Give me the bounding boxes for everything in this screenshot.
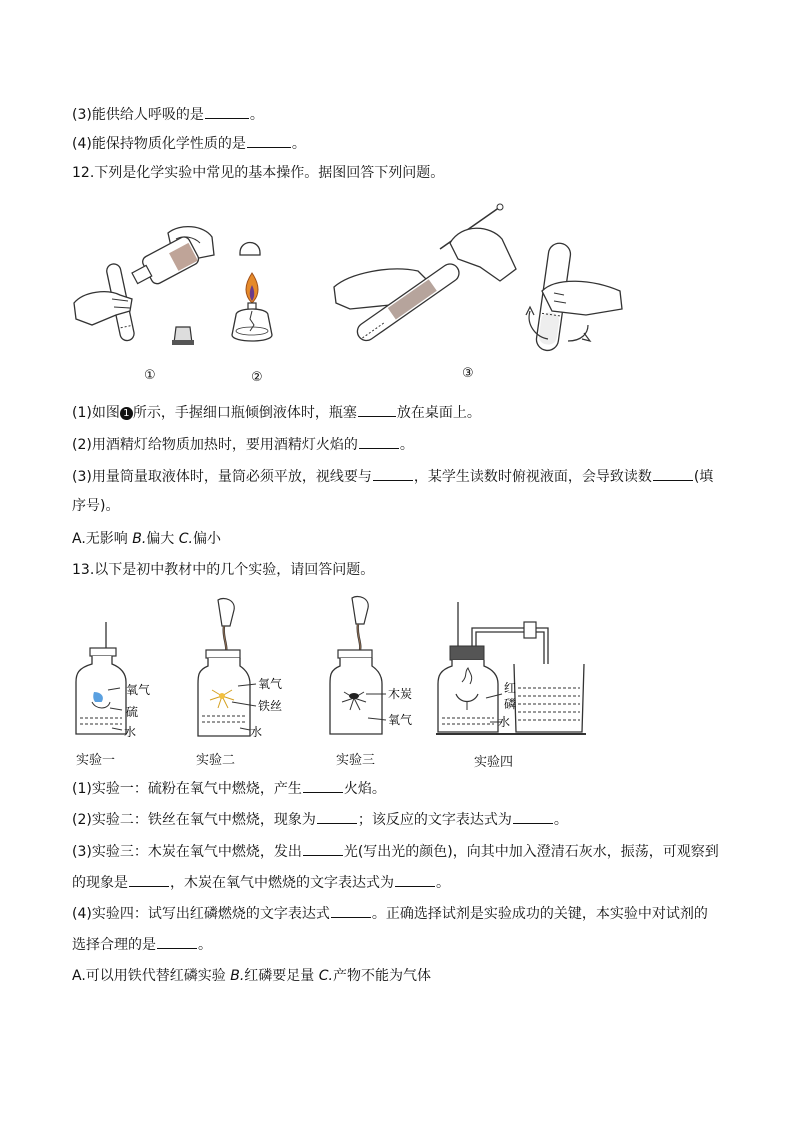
exp4-callout-water: 水	[498, 715, 511, 729]
pouring-liquid-figure	[72, 215, 222, 350]
fig-label-3: ③	[462, 366, 474, 381]
q12-title: 12.下列是化学实验中常见的基本操作。据图回答下列问题。	[72, 165, 445, 181]
experiment-1-figure	[72, 620, 162, 742]
answer-blank[interactable]	[129, 872, 169, 887]
answer-blank[interactable]	[303, 778, 343, 793]
exp2-callout-water: 水	[250, 725, 263, 739]
q13-part2: (2)实验二：铁丝在氧气中燃烧，现象为 ；该反应的文字表达式为 。	[72, 809, 568, 830]
q13-part3: (3)实验三：木炭在氧气中燃烧，发出 光(写出光的颜色)，向其中加入澄清石灰水，振荡，可观察到	[72, 841, 719, 862]
experiment-3-figure	[326, 594, 426, 742]
exp3-callout-oxygen: 氧气	[388, 713, 413, 727]
answer-blank[interactable]	[373, 466, 413, 481]
answer-blank[interactable]	[395, 872, 435, 887]
q12-options: A.无影响 B.偏大 C.偏小	[72, 531, 221, 547]
exp4-callout-phosphorus: 磷	[504, 697, 517, 711]
experiment-2-figure	[196, 596, 296, 744]
q13-part3-cont: 的现象是 ，木炭在氧气中燃烧的文字表达式为 。	[72, 872, 450, 893]
exp1-label: 实验一	[76, 753, 116, 768]
exp2-callout-oxygen: 氧气	[258, 677, 283, 691]
answer-blank[interactable]	[205, 104, 249, 119]
exp1-callout-oxygen: 氧气	[126, 683, 151, 697]
q13-title: 13.以下是初中教材中的几个实验，请回答问题。	[72, 562, 375, 578]
fig-label-2: ②	[251, 370, 263, 385]
q12-part3-cont: 序号)。	[72, 498, 120, 514]
answer-blank[interactable]	[247, 133, 291, 148]
alcohol-lamp-figure	[226, 233, 278, 345]
exp2-label: 实验二	[196, 753, 236, 768]
exp2-callout-iron-wire: 铁丝	[258, 699, 283, 713]
q12-part2: (2)用酒精灯给物质加热时，要用酒精灯火焰的 。	[72, 434, 414, 455]
q11-part3: (3)能供给人呼吸的是 。	[72, 104, 264, 125]
answer-blank[interactable]	[359, 434, 399, 449]
answer-blank[interactable]	[331, 903, 371, 918]
q13-part1: (1)实验一：硫粉在氧气中燃烧，产生 火焰。	[72, 778, 386, 799]
exp1-callout-water: 水	[124, 725, 137, 739]
test-tube-operation-figure	[330, 203, 630, 353]
fig-label-1: ①	[144, 368, 156, 383]
answer-blank[interactable]	[513, 809, 553, 824]
q13-options: A.可以用铁代替红磷实验 B.红磷要足量 C.产物不能为气体	[72, 968, 431, 984]
exp3-label: 实验三	[336, 753, 376, 768]
q12-part3: (3)用量筒量取液体时，量筒必须平放，视线要与 ，某学生读数时俯视液面，会导致读数 (填	[72, 466, 713, 487]
exp4-callout-red: 红	[504, 681, 517, 695]
answer-blank[interactable]	[358, 402, 396, 417]
answer-blank[interactable]	[653, 466, 693, 481]
answer-blank[interactable]	[317, 809, 357, 824]
q13-part4-cont: 选择合理的是 。	[72, 934, 212, 955]
q12-part1: (1)如图 1 所示，手握细口瓶倾倒液体时，瓶塞 放在桌面上。	[72, 402, 481, 423]
circled-one-icon: 1	[120, 407, 133, 420]
answer-blank[interactable]	[157, 934, 197, 949]
exp3-callout-charcoal: 木炭	[388, 687, 413, 701]
exp4-label: 实验四	[474, 755, 514, 770]
answer-blank[interactable]	[303, 841, 343, 856]
experiment-4-figure	[436, 600, 586, 740]
q13-part4: (4)实验四：试写出红磷燃烧的文字表达式 。正确选择试剂是实验成功的关键，本实验中对试剂的	[72, 903, 708, 924]
q11-part4: (4)能保持物质化学性质的是 。	[72, 133, 306, 154]
exp1-callout-sulfur: 硫	[126, 705, 139, 719]
